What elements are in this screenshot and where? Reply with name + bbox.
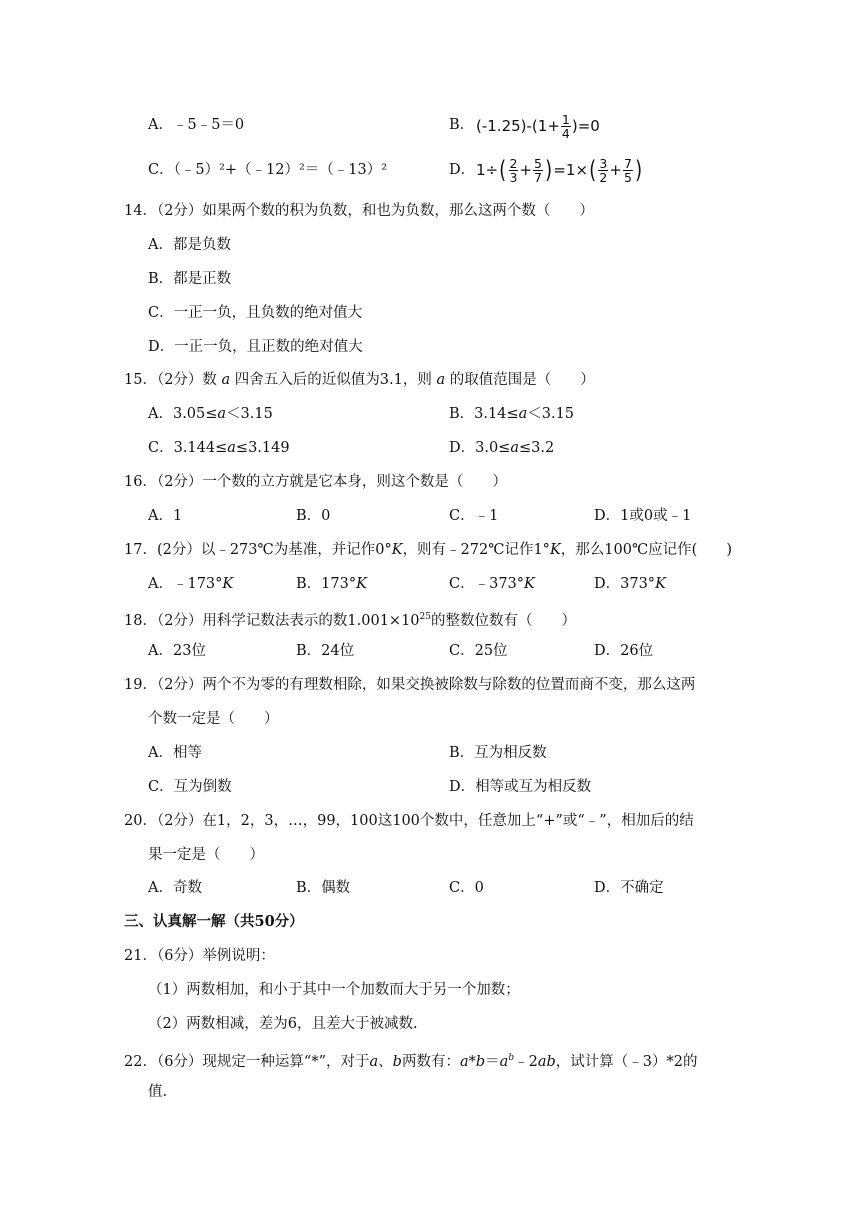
variable-b: b bbox=[508, 1053, 515, 1063]
formula-text: )=0 bbox=[571, 117, 600, 135]
plus-sign: + bbox=[519, 161, 533, 179]
q17-stem-pre: 17．(2分）以﹣273℃为基准，并记作0° bbox=[124, 542, 392, 558]
q17-option-b bbox=[296, 574, 367, 594]
q19-option-a: A．相等 bbox=[148, 745, 202, 761]
option-text: A．﹣173° bbox=[148, 576, 223, 592]
q20-option-a: A．奇数 bbox=[148, 880, 202, 896]
q21-part-2: （2）两数相减，差为6，且差大于被减数. bbox=[148, 1016, 418, 1032]
q16-option-b: B．0 bbox=[296, 508, 331, 524]
q14-option-c: C．一正一负，且负数的绝对值大 bbox=[148, 305, 363, 321]
q15-stem bbox=[124, 370, 595, 390]
option-text: C．﹣373° bbox=[449, 576, 525, 592]
variable-a: a bbox=[459, 1053, 469, 1070]
variable-a: a bbox=[227, 440, 236, 456]
q17-stem bbox=[124, 540, 732, 560]
denominator: 4 bbox=[561, 125, 570, 141]
q22-stem-line1 bbox=[124, 1048, 697, 1072]
variable-b: b bbox=[392, 1053, 402, 1070]
q17-stem-post: ，那么100℃应记作( ) bbox=[560, 542, 732, 558]
left-paren: ( bbox=[499, 156, 507, 184]
option-text: ≤3.149 bbox=[235, 440, 290, 456]
q19-stem-line1: 19．（2分）两个不为零的有理数相除，如果交换被除数与除数的位置而商不变，那么这两 bbox=[124, 677, 696, 693]
q19-option-c: C．互为倒数 bbox=[148, 779, 232, 795]
option-text: D．373° bbox=[594, 576, 656, 592]
q17-option-a bbox=[148, 574, 233, 594]
fraction bbox=[533, 157, 543, 184]
q16-option-d: D．1或0或﹣1 bbox=[594, 508, 692, 524]
variable-b: b bbox=[475, 1053, 486, 1070]
separator: 、 bbox=[378, 1053, 393, 1070]
equals-sign: ＝ bbox=[485, 1053, 500, 1070]
variable-a: a bbox=[369, 1053, 379, 1070]
q18-option-a: A．23位 bbox=[148, 643, 206, 659]
plus-sign: + bbox=[609, 161, 622, 179]
q15-stem-pre: 15．（2分）数 bbox=[124, 372, 222, 388]
variable-a: a bbox=[221, 372, 231, 388]
numerator: 1 bbox=[561, 111, 570, 127]
option-text: ＜3.15 bbox=[226, 406, 273, 422]
q20-option-c: C．0 bbox=[449, 880, 484, 896]
formula-text: 1÷ bbox=[476, 161, 499, 179]
q18-stem-pre: 18．（2分）用科学记数法表示的数1.001×10 bbox=[124, 612, 420, 629]
q13-option-b-label: B． bbox=[449, 117, 475, 133]
section-title: 三、认真解一解（共50分） bbox=[124, 913, 304, 930]
variable-a: a bbox=[499, 1053, 509, 1070]
kelvin-symbol: K bbox=[222, 576, 234, 592]
q18-stem-post: 的整数位数有（ ） bbox=[431, 612, 576, 629]
option-text: D．3.0≤ bbox=[449, 440, 511, 456]
q16-stem: 16．（2分）一个数的立方就是它本身，则这个数是（ ） bbox=[124, 474, 507, 490]
q13-option-b-formula bbox=[476, 110, 600, 142]
formula-text: =1× bbox=[553, 161, 589, 179]
kelvin-symbol: K bbox=[391, 542, 403, 558]
q20-stem-line2: 果一定是（ ） bbox=[148, 847, 264, 863]
denominator: 3 bbox=[509, 169, 518, 185]
q22-stem-pre: 22．（6分）现规定一种运算“*”，对于 bbox=[124, 1053, 370, 1070]
q22-stem-post: ，试计算（﹣3）*2的 bbox=[555, 1053, 698, 1070]
kelvin-symbol: K bbox=[524, 576, 535, 592]
q19-option-d: D．相等或互为相反数 bbox=[449, 779, 592, 795]
variable-ab: ab bbox=[537, 1053, 556, 1070]
q19-stem-line2: 个数一定是（ ） bbox=[148, 711, 279, 727]
q15-stem-post: 的取值范围是（ ） bbox=[445, 372, 595, 388]
fraction bbox=[561, 113, 571, 140]
q18-option-c: C．25位 bbox=[449, 643, 508, 659]
q19-option-b: B．互为相反数 bbox=[449, 745, 547, 761]
q18-option-b: B．24位 bbox=[296, 643, 355, 659]
q20-option-d: D．不确定 bbox=[594, 880, 664, 896]
q16-option-a: A．1 bbox=[148, 508, 183, 524]
q17-option-c bbox=[449, 574, 535, 594]
q18-option-d: D．26位 bbox=[594, 643, 654, 659]
q13-option-d-formula bbox=[476, 153, 643, 187]
variable-a: a bbox=[217, 406, 227, 422]
fraction bbox=[623, 157, 633, 184]
q18-stem bbox=[124, 607, 576, 631]
denominator: 7 bbox=[534, 169, 542, 185]
q15-option-a bbox=[148, 404, 273, 424]
right-paren: ) bbox=[635, 156, 643, 184]
option-text: B．3.14≤ bbox=[449, 406, 519, 422]
q21-part-1: （1）两数相加，和小于其中一个加数而大于另一个加数； bbox=[148, 982, 520, 998]
numerator: 5 bbox=[534, 155, 542, 171]
q15-option-b bbox=[449, 404, 574, 424]
q21-stem: 21．（6分）举例说明： bbox=[124, 948, 275, 964]
denominator: 5 bbox=[623, 169, 632, 185]
variable-a: a bbox=[436, 372, 446, 388]
numerator: 7 bbox=[623, 155, 632, 171]
numerator: 3 bbox=[599, 155, 608, 171]
variable-a: a bbox=[518, 406, 528, 422]
left-paren: ( bbox=[589, 156, 597, 184]
q22-stem-line2: 值. bbox=[148, 1084, 168, 1100]
variable-a: a bbox=[510, 440, 519, 456]
q22-stem-mid: 两数有： bbox=[401, 1053, 460, 1070]
q13-option-c: C．（﹣5）²+（﹣12）²＝（﹣13）² bbox=[148, 162, 388, 178]
formula-text: (-1.25)-(1+ bbox=[476, 117, 560, 135]
q20-stem-line1: 20．（2分）在1，2，3，…，99，100这100个数中，任意加上“+”或“﹣”，相加后的结 bbox=[124, 813, 694, 829]
fraction bbox=[598, 157, 608, 184]
option-text: ≤3.2 bbox=[519, 440, 555, 456]
denominator: 2 bbox=[599, 169, 608, 185]
minus-two: ﹣2 bbox=[514, 1053, 538, 1070]
right-paren: ) bbox=[545, 156, 553, 184]
option-text: ＜3.15 bbox=[527, 406, 575, 422]
q20-option-b: B．偶数 bbox=[296, 880, 351, 896]
star-operator: * bbox=[468, 1053, 476, 1070]
kelvin-symbol: K bbox=[655, 576, 666, 592]
exponent: 25 bbox=[419, 612, 431, 622]
option-text: A．3.05≤ bbox=[148, 406, 218, 422]
q15-option-d bbox=[449, 438, 554, 458]
q14-option-b: B．都是正数 bbox=[148, 271, 232, 287]
fraction bbox=[509, 157, 519, 184]
q13-option-d-label: D． bbox=[449, 162, 476, 178]
q17-stem-mid: ，则有﹣272℃记作1° bbox=[402, 542, 550, 558]
q17-option-d bbox=[594, 574, 666, 594]
q14-option-a: A．都是负数 bbox=[148, 237, 231, 253]
q16-option-c: C．﹣1 bbox=[449, 508, 499, 524]
q14-option-d: D．一正一负，且正数的绝对值大 bbox=[148, 339, 363, 355]
q14-stem: 14．（2分）如果两个数的积为负数，和也为负数，那么这两个数（ ） bbox=[124, 203, 594, 219]
q15-stem-mid: 四舍五入后的近似值为3.1，则 bbox=[230, 372, 437, 388]
option-text: C．3.144≤ bbox=[148, 440, 228, 456]
kelvin-symbol: K bbox=[549, 542, 561, 558]
numerator: 2 bbox=[509, 155, 518, 171]
q15-option-c bbox=[148, 438, 290, 458]
q13-option-a: A．﹣5﹣5＝0 bbox=[148, 117, 245, 133]
option-text: B．173° bbox=[296, 576, 357, 592]
kelvin-symbol: K bbox=[356, 576, 367, 592]
